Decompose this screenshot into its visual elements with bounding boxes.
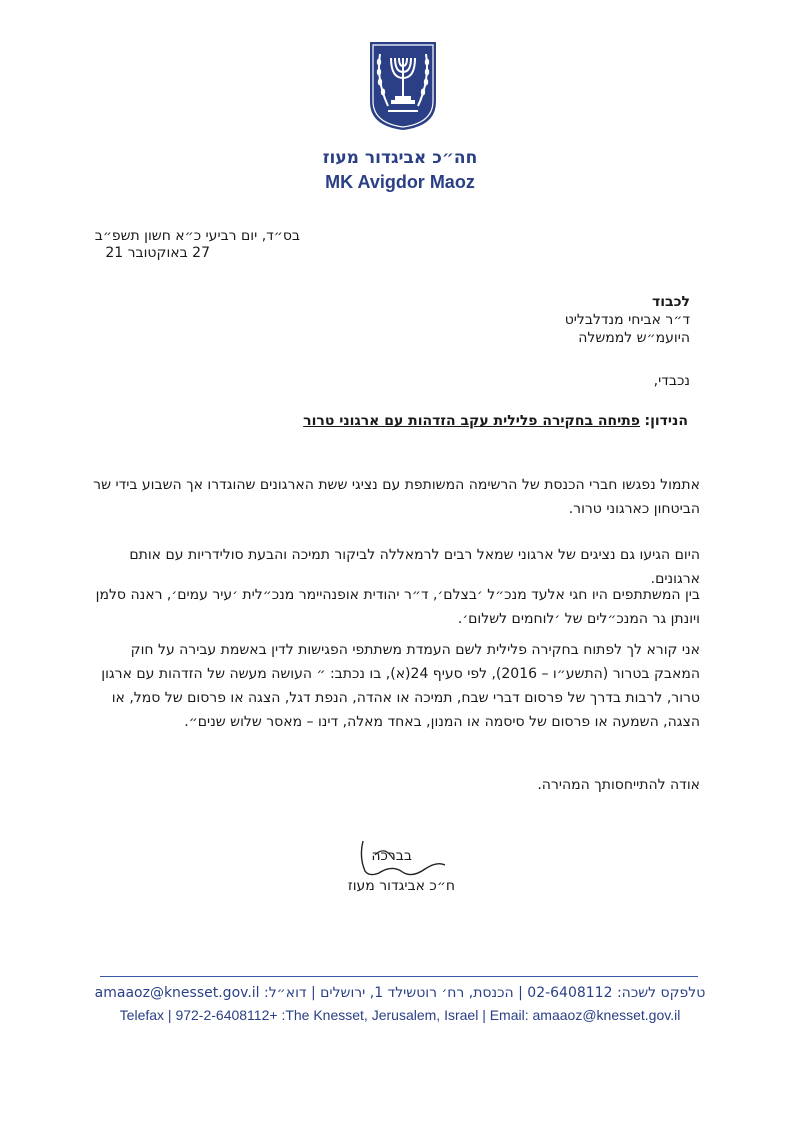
member-name-english: MK Avigdor Maoz xyxy=(325,172,475,192)
menorah-emblem-icon xyxy=(366,40,440,132)
footer-divider xyxy=(100,976,698,977)
regards-text: בברכה xyxy=(371,848,412,864)
salutation-label: לכבוד xyxy=(652,294,690,310)
signer-name: ח״כ אביגדור מעוז xyxy=(347,878,455,894)
subject-label: הנידון: xyxy=(644,413,688,429)
body-paragraph: היום הגיעו גם נציגים של ארגוני שמאל רבים לרמאללה לביקור תמיכה והבעת סולידריות עם אותם ארגונים. xyxy=(129,547,700,587)
footer-english: Telefax | 972-2-6408112+ :The Knesset, Jerusalem, Israel | Email: amaaoz@knesset.gov.il xyxy=(119,1007,681,1023)
body-paragraph: בין המשתתפים היו חגי אלעד מנכ״ל ׳בצלם׳, ד״ר יהודית אופנהיימר מנכ״לית ׳עיר עמים׳, ראנה סלמן ויונתן גר המנכ״לים של ׳לוחמים לשלום׳. xyxy=(95,587,700,627)
gregorian-date: 27 באוקטובר 21 xyxy=(105,245,210,261)
recipient-name: ד״ר אביחי מנדלבליט xyxy=(564,312,690,328)
body-paragraph: אתמול נפגשו חברי הכנסת של הרשימה המשותפת עם נציגי ששת הארגונים שהוגדרו אך השבוע בידי שר הביטחון כארגוני טרור. xyxy=(93,477,700,517)
hebrew-date: בס״ד, יום רביעי כ״א חשון תשפ״ב xyxy=(94,228,300,244)
recipient-title: היועמ״ש לממשלה xyxy=(578,330,690,346)
subject-line xyxy=(303,413,688,429)
member-name-hebrew: חה״כ אביגדור מעוז xyxy=(322,148,478,168)
greeting: נכבדי, xyxy=(653,373,690,389)
body-paragraph: אני קורא לך לפתוח בחקירה פלילית לשם העמדת משתתפי הפגישות לדין באשמת עבירה על חוק המאבק בטרור (התשע״ו – 2016), לפי סעיף 24(א), בו נכתב: ״ העושה מעשה של הזדהות עם ארגון טרור, לרבות בדרך של פרסום דברי שבח, תמיכה או אהדה, הנפת דגל, הצגה או פרסום של סמל, או הצגה, השמעה או פרסום של סיסמה או המנון, באחד מאלה, דינו – מאסר שלוש שנים״. xyxy=(101,642,700,730)
footer-hebrew: טלפקס לשכה: 02-6408112 | הכנסת, רח׳ רוטשילד 1, ירושלים | דוא״ל: amaaoz@knesset.gov.il xyxy=(94,985,706,1001)
subject-text: פתיחה בחקירה פלילית עקב הזדהות עם ארגוני טרור xyxy=(303,413,641,429)
closing-line: אודה להתייחסותך המהירה. xyxy=(537,777,700,793)
